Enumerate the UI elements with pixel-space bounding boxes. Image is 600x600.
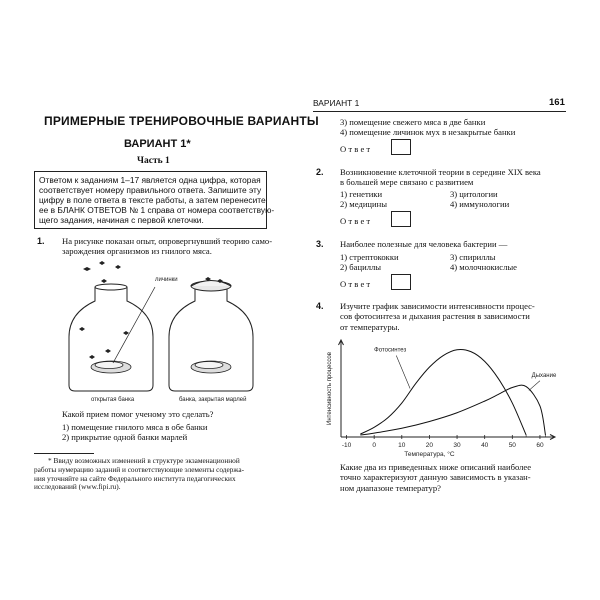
q1-options-cont: 3) помещение свежего мяса в две банки 4) помещение личинок мух в незакрытые банки <box>340 117 516 138</box>
answer-label-q1: О т в е т <box>340 144 371 154</box>
x-tick-label: 40 <box>481 442 489 449</box>
experiment-figure <box>55 257 270 407</box>
q4-text: Изучите график зависимости интенсивности процес- сов фотосинтеза и дыхания растения в зависимости от температуры. <box>340 301 535 332</box>
page-number: 161 <box>549 97 565 108</box>
q1-options: 1) помещение гнилого мяса в обе банки 2) прикрытие одной банки марлей <box>62 422 208 443</box>
page-heading: ПРИМЕРНЫЕ ТРЕНИРОВОЧНЫЕ ВАРИАНТЫ <box>44 114 319 128</box>
respiration-pointer <box>529 381 540 391</box>
instructions-box <box>34 171 275 229</box>
photosynthesis-line <box>360 349 526 435</box>
larvae-pointer <box>113 287 155 363</box>
meat-closed-jar <box>191 361 231 373</box>
footnote-rule <box>34 453 94 454</box>
photosynthesis-pointer <box>396 356 410 389</box>
closed-jar-label: банка, закрытая марлей <box>179 397 247 403</box>
open-jar-label: открытая банка <box>91 397 135 403</box>
q2-options: 1) генетики 3) цитологии 2) медицины 4) иммунологии <box>340 189 510 210</box>
answer-box-q3[interactable] <box>391 274 411 290</box>
process-intensity-chart <box>313 334 563 458</box>
x-tick-label: 20 <box>425 442 434 449</box>
variant-title: ВАРИАНТ 1* <box>124 138 191 150</box>
x-tick-label: -10 <box>341 442 352 449</box>
answer-box-q2[interactable] <box>391 211 411 227</box>
footnote: * Ввиду возможных изменений в структуре экзаменационной работы нумерацию заданий и соответствующие элементы содержа- ния уточняйте на сайте Федерального института педагогических исследований (www.fipi.ru). <box>34 456 245 492</box>
photosynthesis-label: Фотосинтез <box>374 347 407 354</box>
x-tick-label: 0 <box>372 442 376 449</box>
q4-number: 4. <box>316 301 324 311</box>
meat-open-jar <box>91 361 131 373</box>
q2-text: Возникновение клеточной теории в середине XIX века в большей мере связано с развитием <box>340 167 541 188</box>
x-tick-label: 60 <box>536 442 544 449</box>
q3-text: Наиболее полезные для человека бактерии — <box>340 239 508 249</box>
larvae-label: личинки <box>155 277 178 283</box>
running-header: ВАРИАНТ 1 <box>313 98 360 108</box>
respiration-label: Дыхание <box>531 372 557 379</box>
q4-followup: Какие два из приведенных ниже описаний наиболее точно характеризуют данную зависимость в указан- ном диапазоне температур? <box>340 462 532 493</box>
q1-number: 1. <box>37 236 45 246</box>
answer-label-q3: О т в е т <box>340 279 371 289</box>
answer-box-q1[interactable] <box>391 139 411 155</box>
q1-text: На рисунке показан опыт, опровергнувший теорию само- зарождения организмов из гнилого мяса. <box>62 236 273 257</box>
x-tick-label: 10 <box>398 442 406 449</box>
flies <box>79 261 129 359</box>
y-axis-label: Интенсивность процессов <box>327 352 333 425</box>
q1-question: Какой прием помог ученому это сделать? <box>62 409 214 419</box>
x-axis-label: Температура, °С <box>404 451 455 458</box>
q3-options: 1) стрептококки 3) спириллы 2) бациллы 4) молочнокислые <box>340 252 517 273</box>
part-title: Часть 1 <box>137 156 170 166</box>
instructions-text: Ответом к заданиям 1–17 является одна цифра, которая соответствует номеру правильного ответа. Запишите эту цифру в поле ответа в тексте работы, а затем перенесите ее в БЛАНК ОТВЕТОВ № 1 справа от номера соответствую- щего задания, начиная с первой клеточки. <box>39 175 275 226</box>
x-tick-label: 30 <box>453 442 461 449</box>
q2-number: 2. <box>316 167 324 177</box>
respiration-line <box>360 385 545 435</box>
closed-jar <box>169 281 253 392</box>
answer-label-q2: О т в е т <box>340 216 371 226</box>
header-rule <box>313 111 566 112</box>
q3-number: 3. <box>316 239 324 249</box>
x-tick-label: 50 <box>508 442 516 449</box>
open-jar <box>69 284 153 391</box>
